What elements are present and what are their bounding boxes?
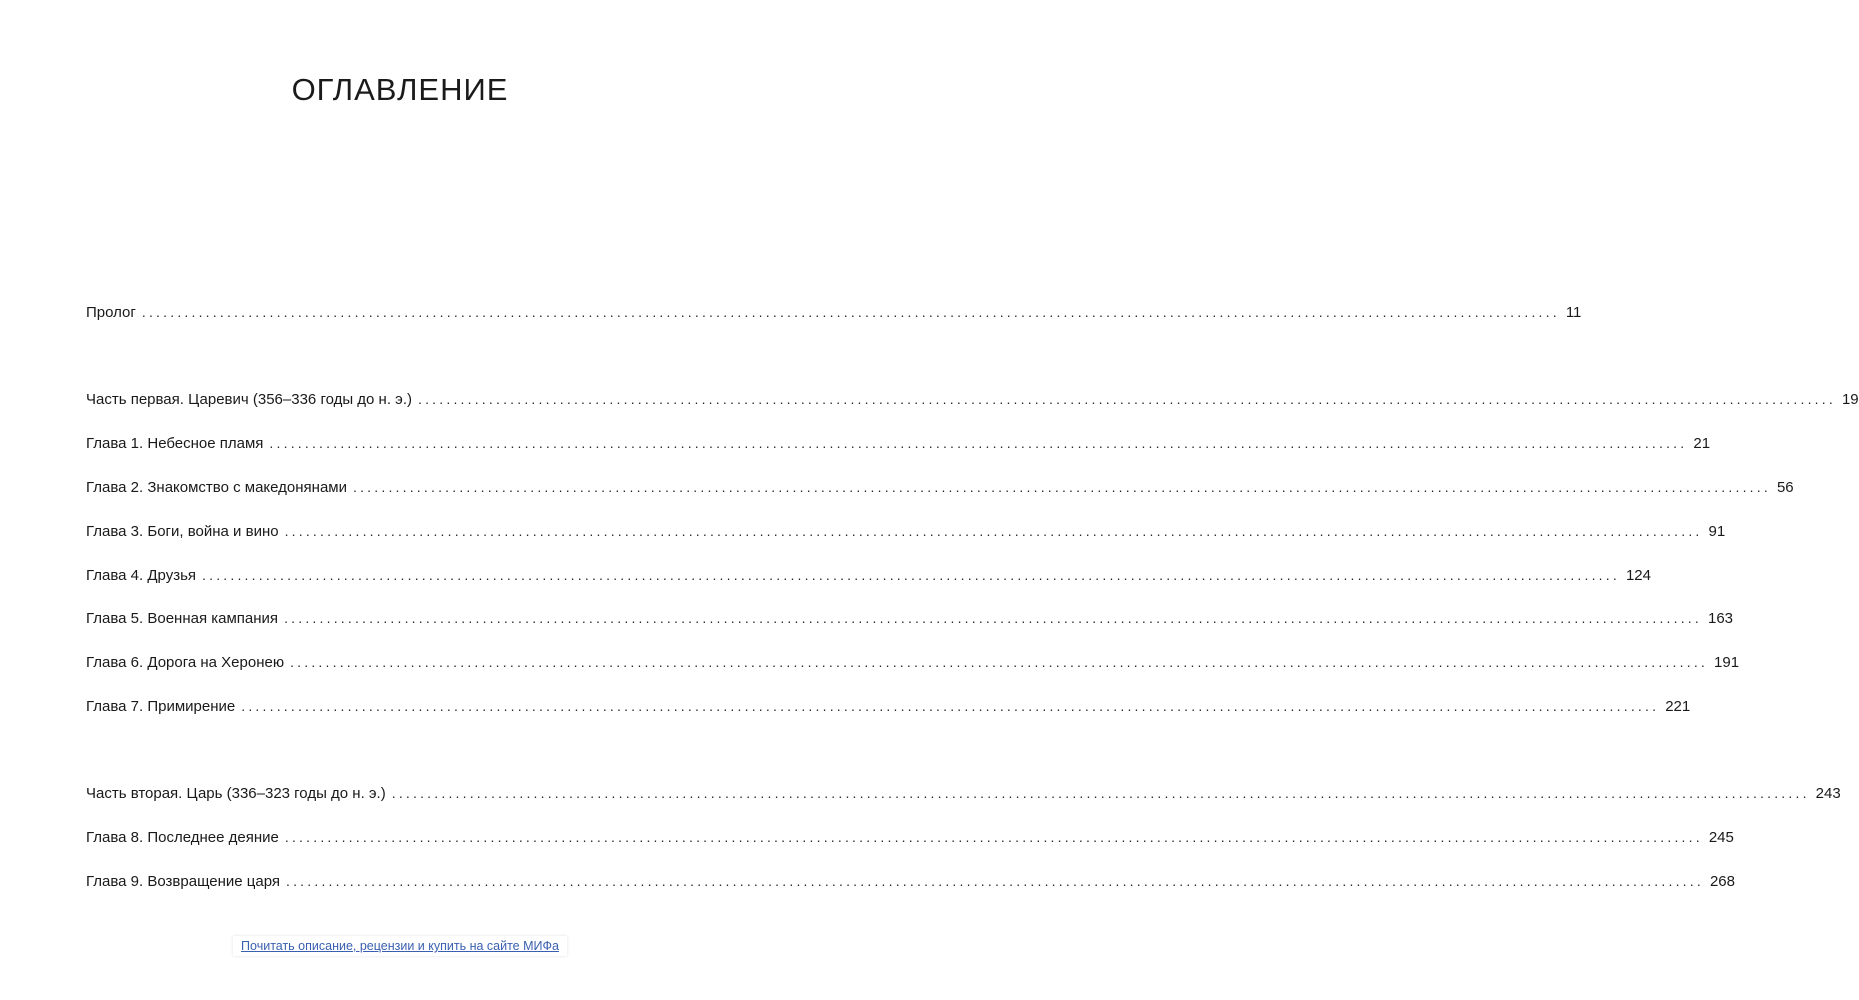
dot-leader: ........................................................................................................................................................................................................ <box>284 610 1702 626</box>
dot-leader: ........................................................................................................................................................................................................ <box>269 435 1688 451</box>
toc-entry-chapter-6[interactable] <box>86 651 1740 673</box>
dot-leader: ........................................................................................................................................................................................................ <box>353 479 1771 495</box>
toc-entry-chapter-2[interactable] <box>86 476 1794 498</box>
toc-entry-title: Глава 3. Боги, война и вино <box>86 523 279 540</box>
toc-entry-title: Часть первая. Царевич (356–336 годы до н. э.) <box>86 391 412 408</box>
dot-leader: ........................................................................................................................................................................................................ <box>418 391 1836 407</box>
toc-entry-prologue[interactable] <box>86 301 1582 323</box>
dot-leader: ........................................................................................................................................................................................................ <box>241 698 1660 714</box>
toc-entry-chapter-9[interactable] <box>86 870 1735 892</box>
toc-entry-title: Часть вторая. Царь (336–323 годы до н. э.) <box>86 785 386 802</box>
footer <box>0 936 800 956</box>
toc-entry-page: 11 <box>1565 304 1582 321</box>
toc-entry-page: 221 <box>1665 698 1691 715</box>
toc-entry-title: Глава 7. Примирение <box>86 698 236 715</box>
toc-entry-page: 191 <box>1714 654 1740 671</box>
toc-entry-title: Глава 1. Небесное пламя <box>86 435 264 452</box>
page-title: ОГЛАВЛЕНИЕ <box>291 72 509 107</box>
toc-entry-title: Глава 8. Последнее деяние <box>86 829 279 846</box>
toc-entry-page: 124 <box>1625 567 1651 584</box>
buy-link[interactable]: Почитать описание, рецензии и купить на сайте МИФа <box>233 936 567 956</box>
toc-entry-title: Глава 4. Друзья <box>86 567 197 584</box>
toc-entry-title: Глава 6. Дорога на Херонею <box>86 654 285 671</box>
dot-leader: ........................................................................................................................................................................................................ <box>141 304 1560 320</box>
toc-entry-chapter-3[interactable] <box>86 520 1726 542</box>
toc-entry-page: 91 <box>1708 523 1726 540</box>
toc-entry-part-2[interactable] <box>86 782 1841 804</box>
toc-entry-chapter-8[interactable] <box>86 826 1734 848</box>
toc-entry-page: 245 <box>1708 829 1734 846</box>
toc-entry-page: 268 <box>1709 873 1735 890</box>
toc-entry-page: 56 <box>1776 479 1794 496</box>
toc-entry-page: 243 <box>1815 785 1841 802</box>
toc-entry-page: 19 <box>1841 391 1859 408</box>
toc-entry-title: Пролог <box>86 304 136 321</box>
dot-leader: ........................................................................................................................................................................................................ <box>286 873 1704 889</box>
toc-entry-chapter-5[interactable] <box>86 607 1734 629</box>
dot-leader: ........................................................................................................................................................................................................ <box>290 654 1709 670</box>
toc-entry-chapter-7[interactable] <box>86 695 1691 717</box>
toc-entry-title: Глава 9. Возвращение царя <box>86 873 280 890</box>
dot-leader: ........................................................................................................................................................................................................ <box>284 523 1703 539</box>
toc-entry-chapter-1[interactable] <box>86 432 1711 454</box>
dot-leader: ........................................................................................................................................................................................................ <box>202 567 1620 583</box>
toc-entry-part-1[interactable] <box>86 388 1859 410</box>
toc-entry-page: 21 <box>1693 435 1711 452</box>
toc-entry-chapter-4[interactable] <box>86 564 1651 586</box>
dot-leader: ........................................................................................................................................................................................................ <box>284 829 1703 845</box>
toc-entry-page: 163 <box>1708 610 1734 627</box>
toc-entry-title: Глава 5. Военная кампания <box>86 610 279 627</box>
dot-leader: ........................................................................................................................................................................................................ <box>391 785 1810 801</box>
toc-entry-title: Глава 2. Знакомство с македонянами <box>86 479 347 496</box>
